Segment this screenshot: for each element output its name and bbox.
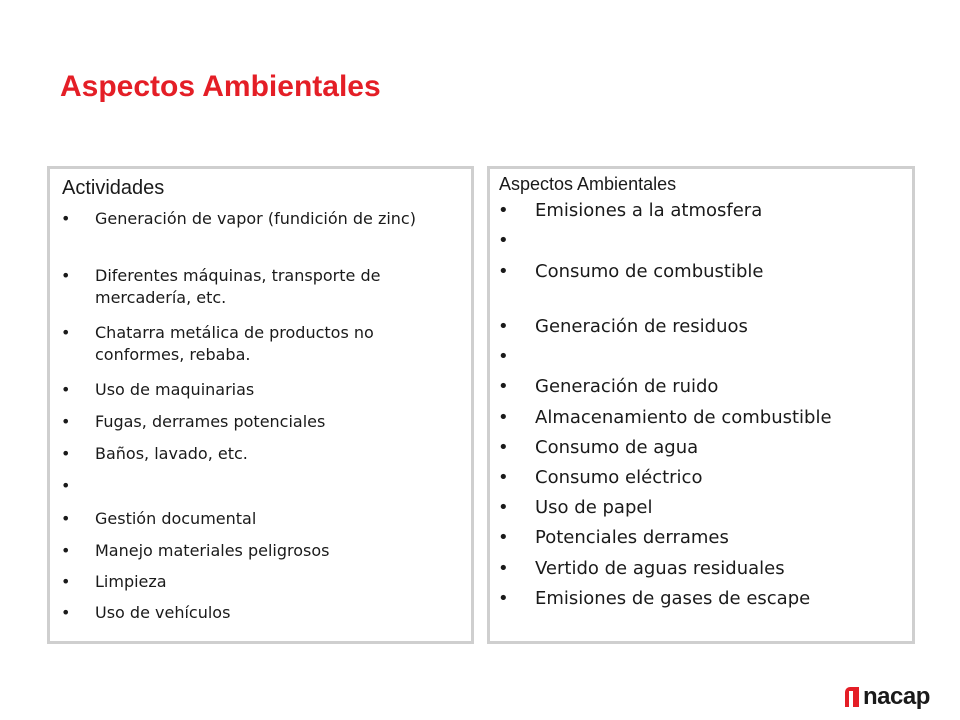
list-item: • Fugas, derrames potenciales bbox=[61, 412, 326, 431]
aspectos-list bbox=[490, 199, 912, 617]
bullet: • bbox=[61, 412, 71, 431]
list-item: • Uso de papel bbox=[498, 497, 653, 518]
list-item bbox=[490, 345, 912, 375]
inacap-logo bbox=[845, 684, 930, 710]
list-item: • Chatarra metálica de productos no conformes, rebaba. bbox=[61, 323, 374, 364]
list-item bbox=[490, 229, 912, 260]
actividades-box bbox=[47, 166, 474, 644]
bullet: • bbox=[61, 444, 71, 463]
bullet: • bbox=[498, 558, 509, 579]
list-item: • Consumo de combustible bbox=[498, 261, 764, 282]
list-item: • Consumo de agua bbox=[498, 437, 699, 458]
bullet: • bbox=[61, 509, 71, 528]
bullet: • bbox=[61, 209, 71, 228]
inacap-logo-mark-icon bbox=[845, 687, 859, 707]
bullet: • bbox=[498, 316, 509, 337]
bullet: • bbox=[498, 376, 509, 397]
logo-text: nacap bbox=[863, 683, 930, 710]
bullet: • bbox=[498, 200, 509, 221]
bullet: • bbox=[61, 380, 71, 399]
bullet: • bbox=[61, 323, 71, 342]
list-item: • Vertido de aguas residuales bbox=[498, 558, 785, 579]
list-item bbox=[50, 475, 471, 508]
bullet: • bbox=[498, 407, 509, 428]
bullet: • bbox=[61, 266, 71, 285]
bullet: • bbox=[498, 346, 509, 367]
bullet: • bbox=[61, 476, 71, 495]
actividades-heading: Actividades bbox=[62, 177, 165, 199]
bullet: • bbox=[61, 603, 71, 622]
bullet: • bbox=[498, 437, 509, 458]
list-item: • Consumo eléctrico bbox=[498, 467, 703, 488]
bullet: • bbox=[498, 261, 509, 282]
list-item: • Generación de residuos bbox=[498, 316, 748, 337]
list-item: • Manejo materiales peligrosos bbox=[61, 541, 330, 560]
list-item: • Uso de vehículos bbox=[61, 603, 231, 622]
list-item: • Generación de vapor (fundición de zinc) bbox=[61, 209, 416, 228]
bullet: • bbox=[61, 572, 71, 591]
list-item: • Baños, lavado, etc. bbox=[61, 444, 248, 463]
list-item: • Limpieza bbox=[61, 572, 167, 591]
list-item: • Almacenamiento de combustible bbox=[498, 407, 832, 428]
slide-title: Aspectos Ambientales bbox=[60, 70, 381, 103]
bullet: • bbox=[498, 497, 509, 518]
list-item: • Emisiones a la atmosfera bbox=[498, 200, 763, 221]
aspectos-box bbox=[487, 166, 915, 644]
aspectos-heading: Aspectos Ambientales bbox=[499, 174, 677, 194]
list-item: • Generación de ruido bbox=[498, 376, 719, 397]
list-item: • Emisiones de gases de escape bbox=[498, 588, 811, 609]
bullet: • bbox=[498, 527, 509, 548]
list-item: • Potenciales derrames bbox=[498, 527, 729, 548]
bullet: • bbox=[498, 230, 509, 251]
bullet: • bbox=[61, 541, 71, 560]
list-item: • Diferentes máquinas, transporte de mercadería, etc. bbox=[61, 266, 381, 307]
list-item: • Uso de maquinarias bbox=[61, 380, 255, 399]
bullet: • bbox=[498, 588, 509, 609]
bullet: • bbox=[498, 467, 509, 488]
actividades-list bbox=[50, 208, 471, 633]
list-item: • Gestión documental bbox=[61, 509, 257, 528]
